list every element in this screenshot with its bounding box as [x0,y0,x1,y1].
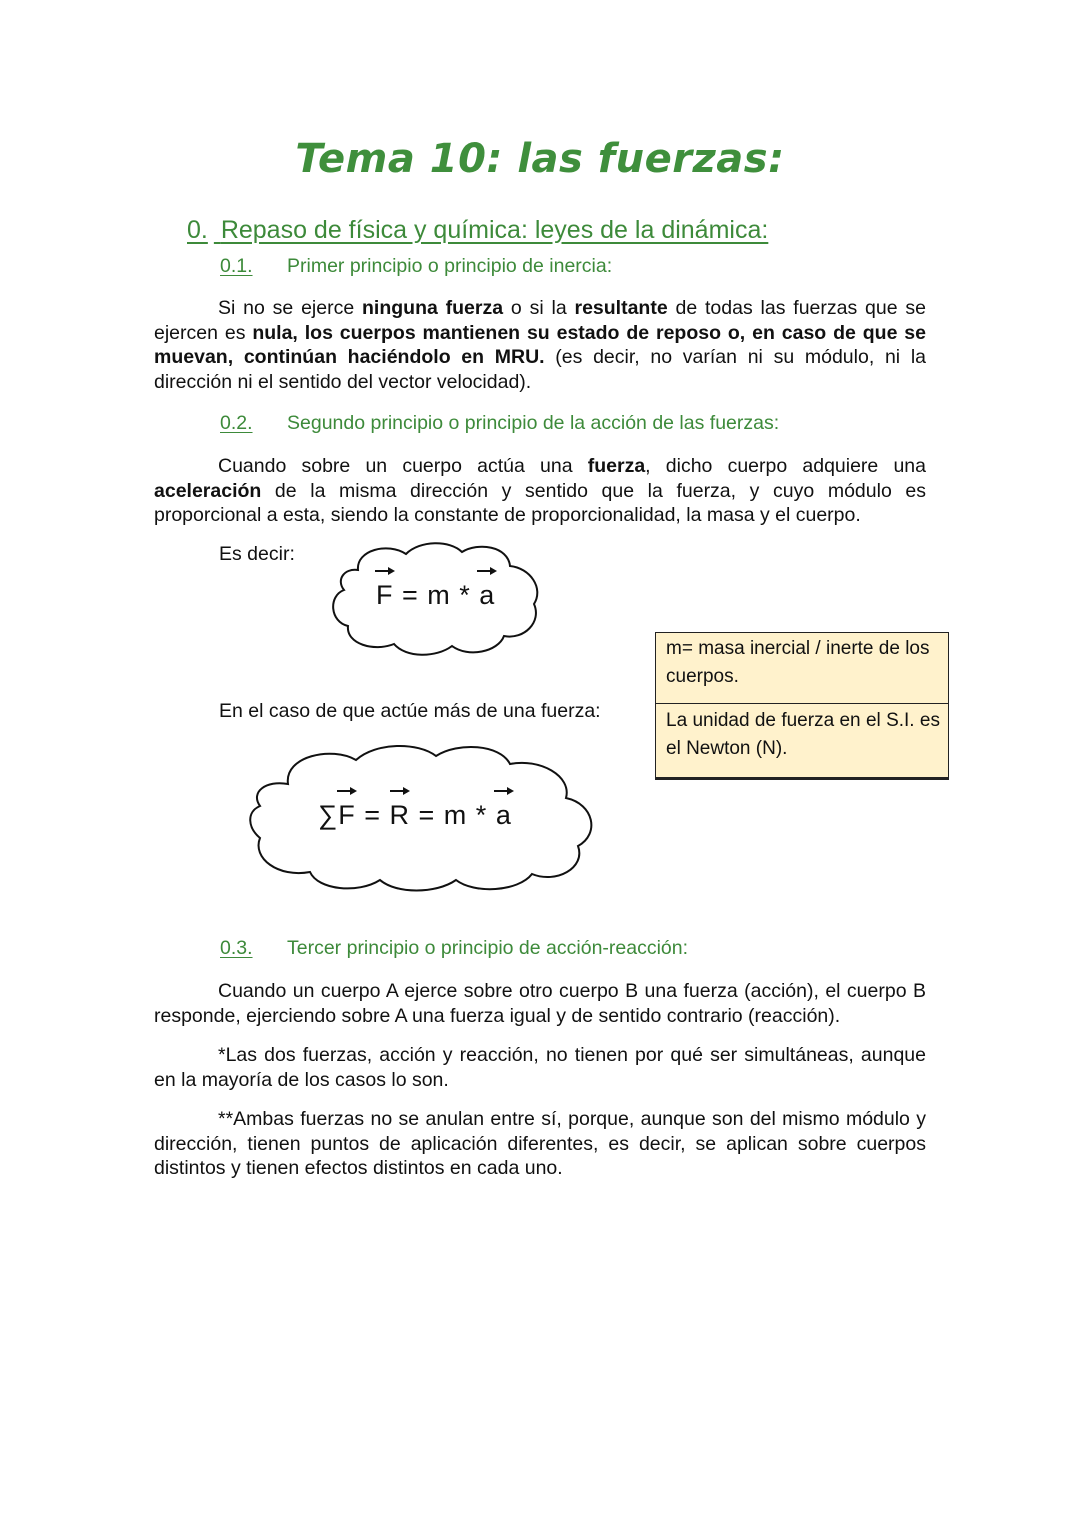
note-mass: m= masa inercial / inerte de los cuerpos. [666,638,930,687]
equation-middle: = m * [410,800,496,830]
text-span: o si la [503,297,575,319]
bold-span: ninguna fuerza [362,297,504,319]
equation-resultant-force [318,800,512,831]
vector-arrow-icon [493,786,515,796]
vector-arrow-icon [336,786,358,796]
symbol-r: R [389,800,411,830]
text-span: de la misma dirección y sentido que la fuerza, y cuyo módulo es proporcional a esta, siendo la constante de proporcionalidad, la masa y el cuerpo. [154,479,926,527]
es-decir-label: Es decir: [219,543,295,565]
note-box [655,632,949,780]
force-vector [338,800,356,831]
text-span: (es decir, no varían ni su módulo, ni la dirección ni el sentido del vector velocidad). [154,346,926,393]
equation-middle: = m * [393,580,480,610]
bold-span: aceleración [154,479,262,502]
vector-arrow-icon [389,786,411,796]
subsection-number: 0.3. [220,937,253,959]
subsection-label: Primer principio o principio de inercia: [287,255,613,277]
sigma-symbol: ∑ [318,800,339,830]
text-span: Si no se ejerce [218,297,363,319]
paragraph-inertia [154,296,926,394]
subsection-number: 0.1. [220,255,253,277]
paragraph-note-cancellation: **Ambas fuerzas no se anulan entre sí, porque, aunque son del mismo módulo y dirección, tienen puntos de aplicación diferentes, es decir, se aplican sobre cuerpos distintos y tienen efectos distintos en cada uno. [154,1108,926,1180]
page-title: Tema 10: las fuerzas: [295,136,785,182]
force-vector [376,580,394,611]
bold-span: nula, los cuerpos mantienen su estado de reposo o, en caso de que se muevan, continúan haciéndolo en MRU. [154,321,926,369]
text-span: , dicho cuerpo adquiere una [645,455,926,477]
subsection-number: 0.2. [220,412,253,434]
bold-span: resultante [574,297,668,319]
subsection-label: Segundo principio o principio de la acción de las fuerzas: [287,412,780,434]
acceleration-vector [479,580,495,611]
note-unit: La unidad de fuerza en el S.I. es el Newton (N). [666,710,940,759]
paragraph-second-law [154,454,926,528]
paragraph-action-reaction: Cuando un cuerpo A ejerce sobre otro cuerpo B una fuerza (acción), el cuerpo B responde, ejerciendo sobre A una fuerza igual y de sentido contrario (reacción). [154,980,926,1027]
multi-force-label: En el caso de que actúe más de una fuerza: [219,700,601,722]
equals-sign: = [355,800,390,830]
section-label: Repaso de física y química: leyes de la dinámica: [220,216,769,244]
note-divider [656,703,948,704]
text-span: de todas las fuerzas que se ejercen es [154,297,927,344]
bold-span: fuerza [587,455,646,477]
symbol-a: a [479,580,496,610]
text-span: Cuando sobre un cuerpo actúa una [218,455,588,477]
symbol-f: F [338,800,356,830]
vector-arrow-icon [476,566,498,576]
section-number: 0. [187,216,208,244]
resultant-vector [390,800,411,831]
equation-newton-second-law [376,580,495,611]
paragraph-note-simultaneity: *Las dos fuerzas, acción y reacción, no tienen por qué ser simultáneas, aunque en la mayoría de los casos lo son. [154,1044,926,1091]
subsection-label: Tercer principio o principio de acción-reacción: [287,937,689,959]
symbol-f: F [376,580,394,610]
symbol-a: a [495,800,512,830]
vector-arrow-icon [374,566,396,576]
acceleration-vector [496,800,512,831]
section-heading-0 [187,216,768,245]
